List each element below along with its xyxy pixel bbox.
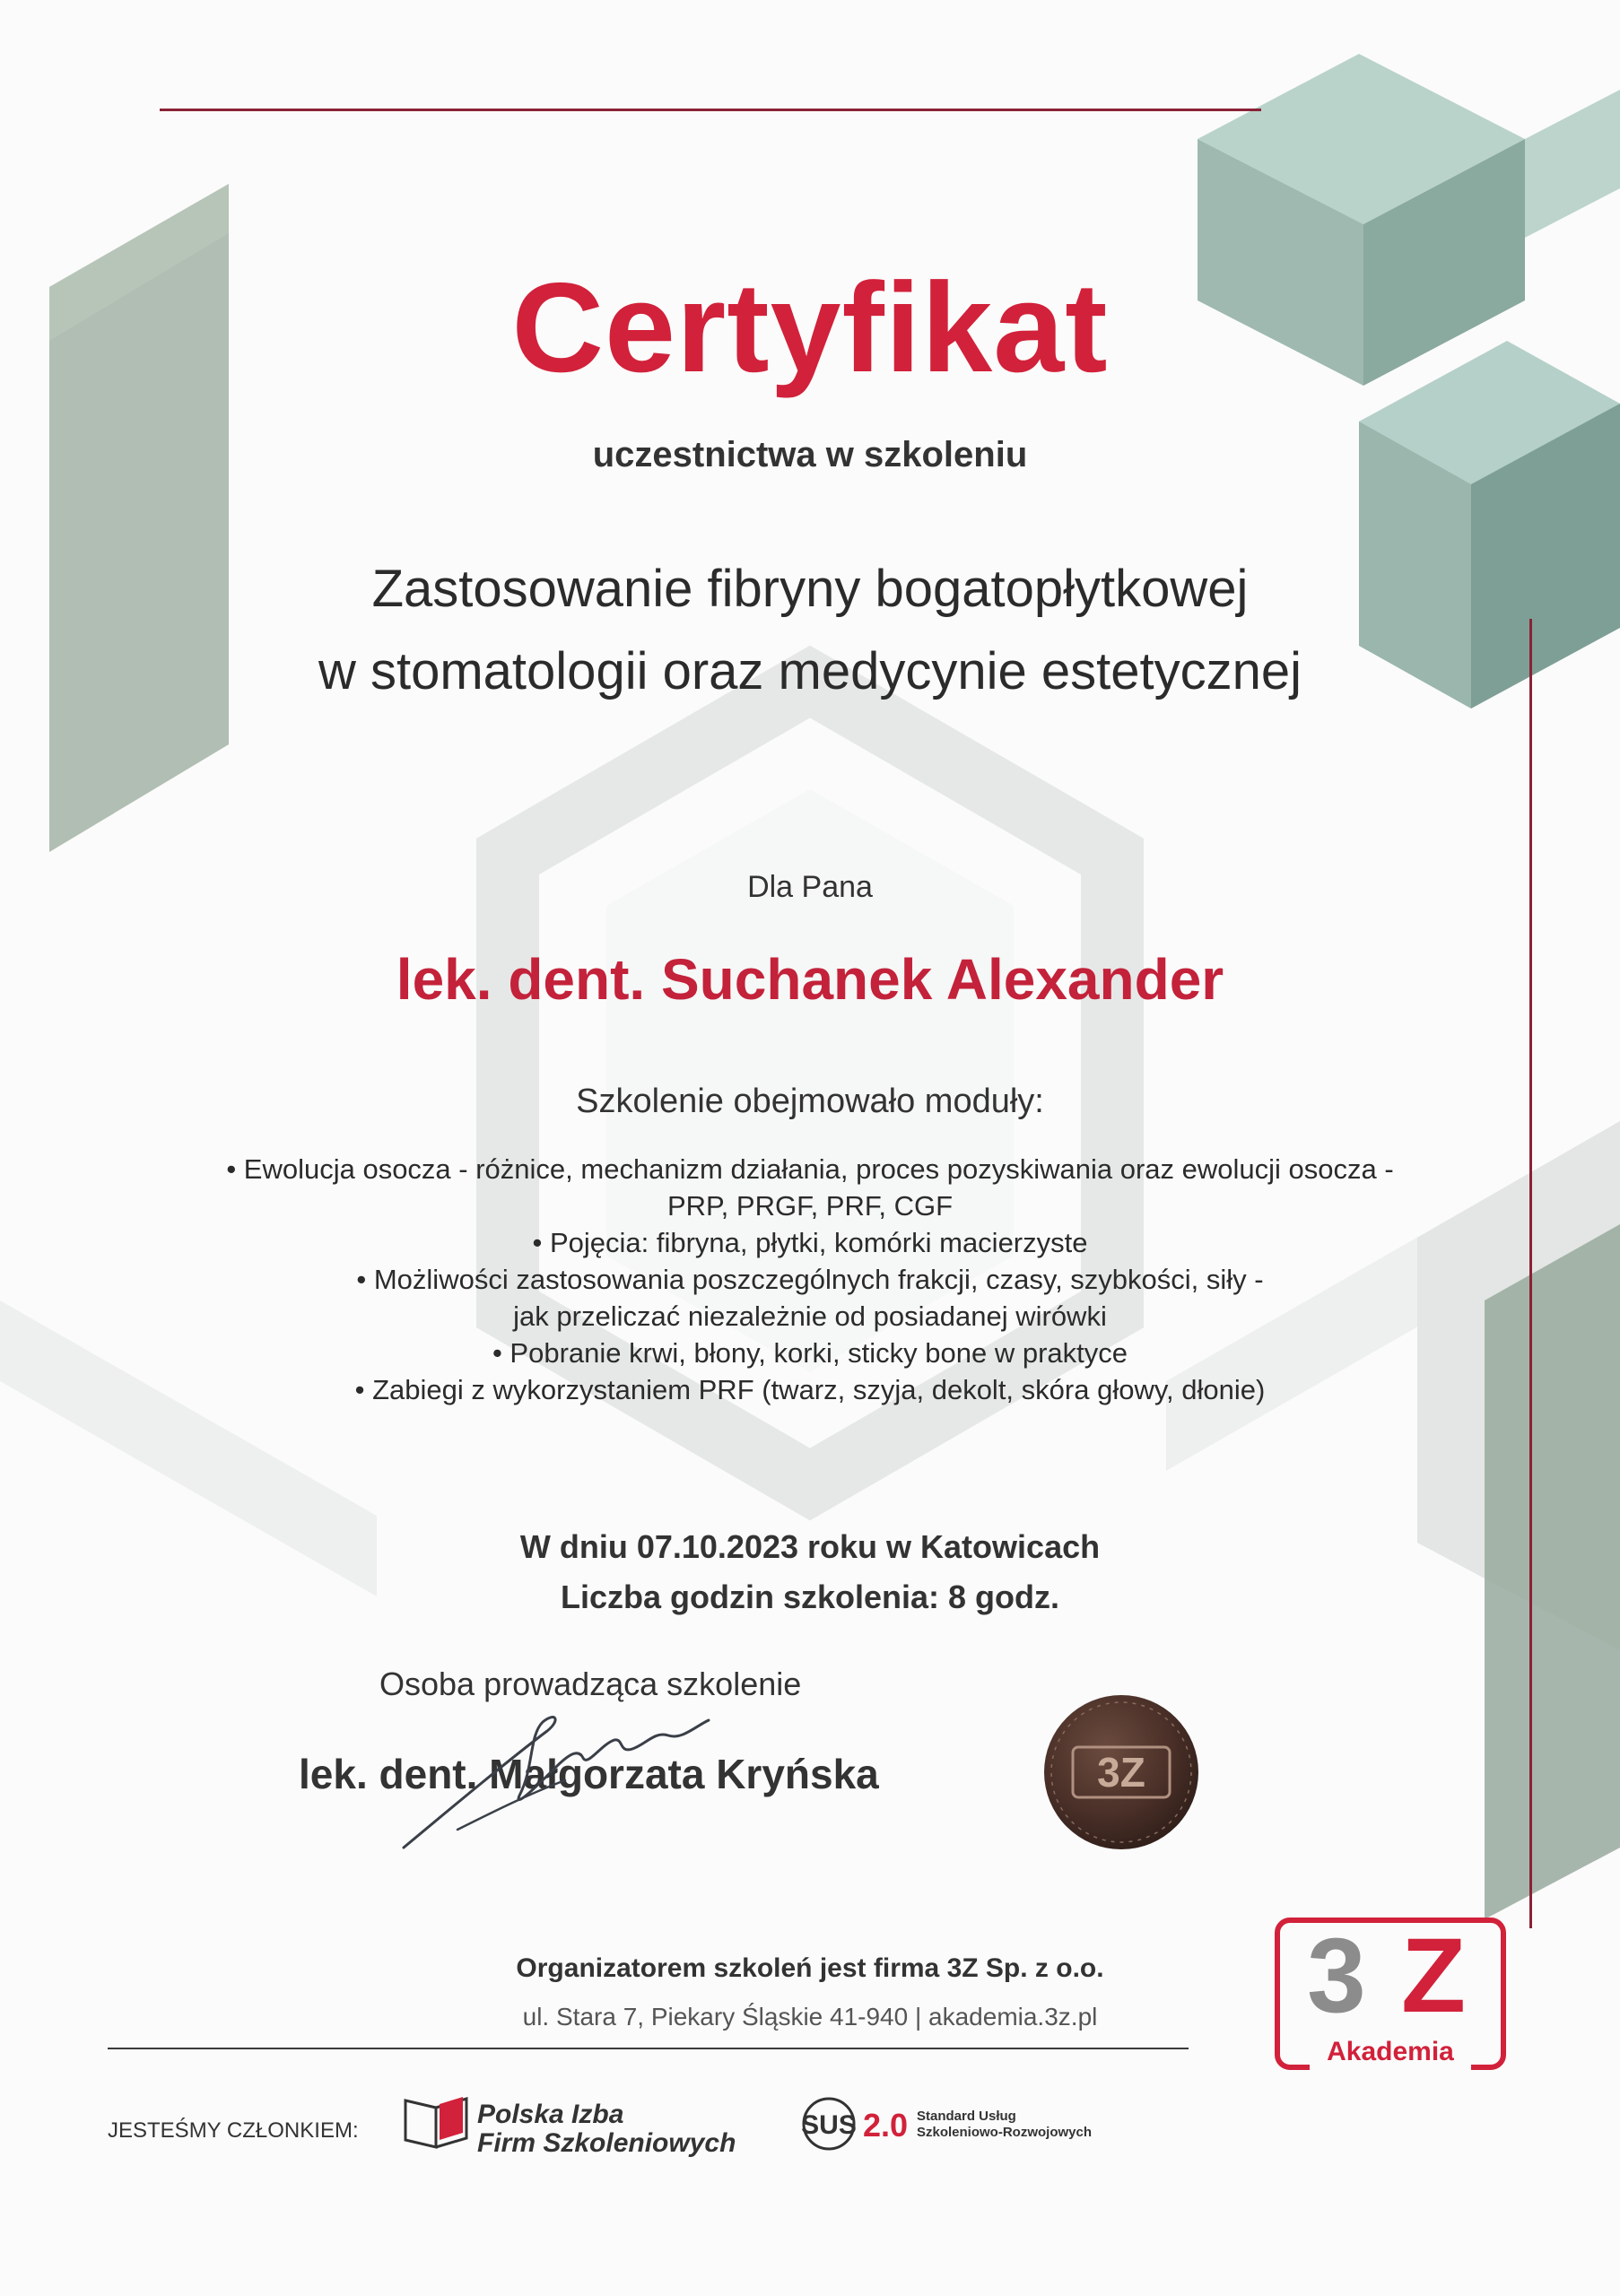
- salutation: Dla Pana: [747, 870, 873, 904]
- pifs-name-line-2: Firm Szkoleniowych: [477, 2128, 736, 2158]
- module-line: PRP, PRGF, PRF, CGF: [666, 1190, 954, 1222]
- module-line: • Pobranie krwi, błony, korki, sticky bone w praktyce: [492, 1337, 1128, 1369]
- modules-list: [126, 1151, 1494, 1408]
- trainer-label: Osoba prowadząca szkolenie: [379, 1665, 802, 1702]
- sus-mark: SUS: [801, 2110, 857, 2140]
- stamp-seal: [1042, 1693, 1200, 1851]
- logo-z-glyph: Z: [1400, 1917, 1467, 2035]
- handwritten-signature: [377, 1695, 736, 1866]
- training-hours: Liczba godzin szkolenia: 8 godz.: [560, 1578, 1060, 1615]
- logo-label: Akademia: [1327, 2037, 1454, 2066]
- sus-line-2: Szkoleniowo-Rozwojowych: [917, 2125, 1093, 2140]
- course-title-line-1: Zastosowanie fibryny bogatopłytkowej: [371, 560, 1249, 618]
- course-title-line-2: w stomatologii oraz medycynie estetycznej: [318, 642, 1302, 700]
- pifs-name-line-1: Polska Izba: [477, 2100, 624, 2129]
- trainer-name: lek. dent. Małgorzata Kryńska: [299, 1751, 879, 1797]
- sus-standard-logo: [789, 2095, 1130, 2152]
- pifs-book-icon: [400, 2092, 474, 2151]
- sus-version: 2.0: [863, 2107, 909, 2144]
- module-line: • Zabiegi z wykorzystaniem PRF (twarz, szyja, dekolt, skóra głowy, dłonie): [354, 1374, 1266, 1405]
- members-label: JESTEŚMY CZŁONKIEM:: [108, 2118, 359, 2143]
- logo-3-glyph: 3: [1307, 1917, 1366, 2035]
- training-date: W dniu 07.10.2023 roku w Katowicach: [519, 1528, 1101, 1565]
- sus-line-1: Standard Usług: [917, 2109, 1016, 2124]
- frame-line-top: [160, 109, 1261, 111]
- module-line: • Ewolucja osocza - różnice, mechanizm działania, proces pozyskiwania oraz ewolucji osocza -: [226, 1153, 1394, 1185]
- module-line: jak przeliczać niezależnie od posiadanej wirówki: [513, 1300, 1107, 1332]
- organizer-line: Organizatorem szkoleń jest firma 3Z Sp. z o.o.: [516, 1953, 1104, 1983]
- certificate-subtitle: uczestnictwa w szkoleniu: [592, 435, 1028, 474]
- module-line: • Pojęcia: fibryna, płytki, komórki macierzyste: [532, 1227, 1088, 1258]
- certificate-title: Certyfikat: [511, 257, 1109, 399]
- recipient-name: lek. dent. Suchanek Alexander: [396, 947, 1224, 1012]
- frame-line-right: [1529, 619, 1532, 1928]
- module-line: • Możliwości zastosowania poszczególnych frakcji, czasy, szybkości, siły -: [356, 1264, 1264, 1295]
- frame-line-bottom: [108, 2048, 1189, 2049]
- seal-text: 3Z: [1097, 1749, 1145, 1796]
- organizer-address: ul. Stara 7, Piekary Śląskie 41-940 | akademia.3z.pl: [522, 2003, 1098, 2031]
- akademia-3z-logo: [1274, 1917, 1507, 2071]
- modules-heading: Szkolenie obejmowało moduły:: [576, 1083, 1044, 1120]
- pifs-name: [477, 2100, 736, 2158]
